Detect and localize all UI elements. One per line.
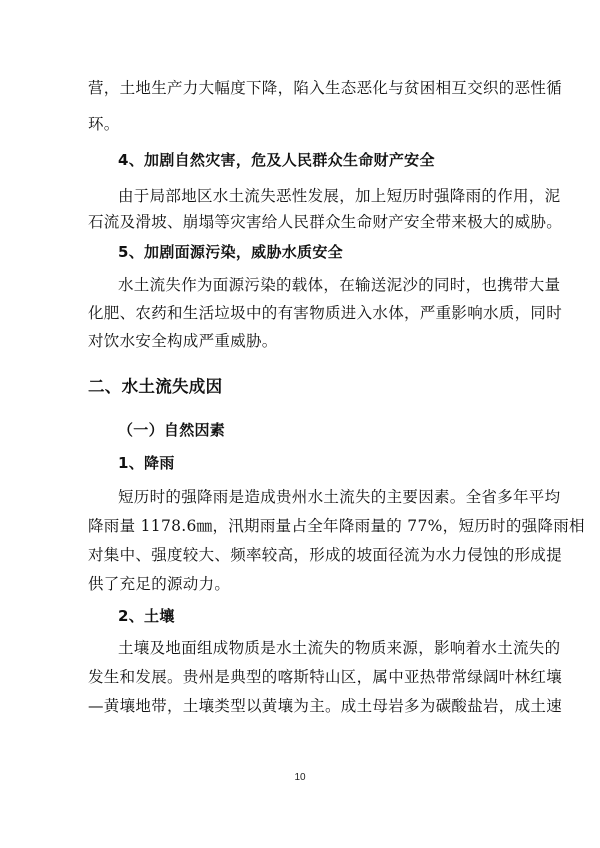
section-heading: 4、加剧自然灾害，危及人民群众生命财产安全 [118, 151, 435, 169]
section-heading: 1、降雨 [118, 454, 175, 472]
subsection-heading: （一）自然因素 [118, 421, 226, 439]
paragraph-line: 发生和发展。贵州是典型的喀斯特山区，属中亚热带常绿阔叶林红壤 [88, 668, 563, 686]
paragraph-line: 对集中、强度较大、频率较高，形成的坡面径流为水力侵蚀的形成提 [88, 546, 563, 564]
paragraph-line: 土壤及地面组成物质是水土流失的物质来源，影响着水土流失的 [118, 639, 561, 657]
paragraph-line: 环。 [88, 115, 120, 133]
paragraph-line: 降雨量 1178.6㎜，汛期雨量占全年降雨量的 77%，短历时的强降雨相 [88, 517, 585, 535]
paragraph-line: 对饮水安全构成严重威胁。 [88, 332, 278, 350]
paragraph-line: 石流及滑坡、崩塌等灾害给人民群众生命财产安全带来极大的威胁。 [88, 213, 563, 231]
paragraph-line: —黄壤地带，土壤类型以黄壤为主。成土母岩多为碳酸盐岩，成土速 [88, 697, 563, 715]
paragraph-line: 化肥、农药和生活垃圾中的有害物质进入水体，严重影响水质，同时 [88, 304, 563, 322]
paragraph-line: 由于局部地区水土流失恶性发展，加上短历时强降雨的作用，泥 [118, 187, 561, 205]
chapter-heading: 二、水土流失成因 [88, 377, 223, 396]
paragraph-line: 水土流失作为面源污染的载体，在输送泥沙的同时，也携带大量 [118, 276, 561, 294]
paragraph-line: 营，土地生产力大幅度下降，陷入生态恶化与贫困相互交织的恶性循 [88, 79, 563, 97]
page-number: 10 [294, 772, 306, 783]
section-heading: 5、加剧面源污染，威胁水质安全 [118, 243, 343, 261]
paragraph-line: 短历时的强降雨是造成贵州水土流失的主要因素。全省多年平均 [118, 488, 561, 506]
paragraph-line: 供了充足的源动力。 [88, 575, 231, 593]
section-heading: 2、土壤 [118, 607, 175, 625]
